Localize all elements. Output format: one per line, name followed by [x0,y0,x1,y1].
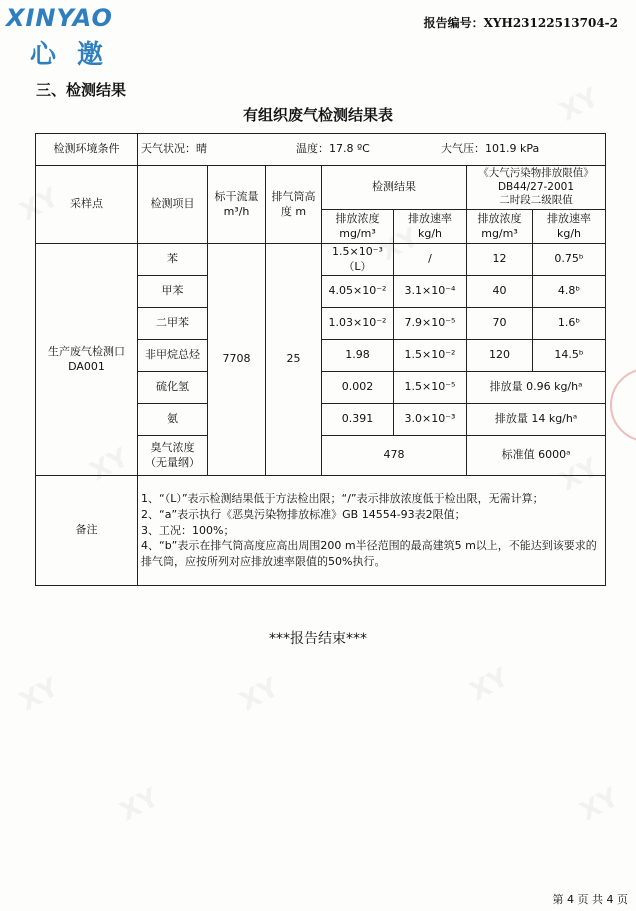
subheader-limit-conc [467,210,533,244]
row-rate: / [394,244,467,276]
subheader-rate-unit: kg/h [417,226,443,240]
temperature-value: 温度：17.8 ºC [296,142,370,156]
subheader-rate-label: 排放速率 [408,212,452,226]
row-rate: 1.5×10⁻² [394,340,467,372]
watermark: XY [555,82,604,128]
row-limit: 排放量 14 kg/hᵃ [467,404,606,436]
note-line: 4、“b”表示在排气筒高度应高出周围200 m半径范围的最高建筑5 m以上，不能达到该要求的排气筒，应按所列对应排放速率限值的50%执行。 [141,539,597,569]
report-number-value: XYH23122513704-2 [483,16,618,30]
row-limit-conc: 70 [467,308,533,340]
row-item: 二甲苯 [138,308,208,340]
row-limit-rate: 1.6ᵇ [533,308,606,340]
header-limit-line2: DB44/27-2001 [497,180,575,193]
row-conc: 1.03×10⁻² [322,308,394,340]
height-value: 25 [266,244,322,476]
subheader-limit-conc-unit: mg/m³ [481,226,518,240]
subheader-limit-rate [533,210,606,244]
watermark: XY [85,442,134,488]
notes-row [36,476,606,586]
row-limit-conc: 40 [467,276,533,308]
subheader-limit-rate-unit: kg/h [556,226,582,240]
table-title: 有组织废气检测结果表 [242,106,393,124]
row-limit: 标准值 6000ᵃ [467,436,606,476]
conditions-row [36,134,606,166]
seal-stamp [610,368,636,442]
flow-value: 7708 [208,244,266,476]
row-rate: 7.9×10⁻⁵ [394,308,467,340]
header-height: 排气筒高度 m [266,166,322,244]
watermark: XY [115,782,164,828]
watermark: XY [465,662,514,708]
row-result: 478 [322,436,467,476]
pressure-value: 大气压：101.9 kPa [441,142,540,156]
watermark: XY [555,452,604,498]
header-flow-label: 标干流量 [214,190,259,204]
section-title: 三、检测结果 [36,81,127,99]
results-table [35,133,606,586]
header-limit-line3: 二时段二级限值 [499,194,573,207]
header-row [36,166,606,210]
row-conc: 0.391 [322,404,394,436]
table-row [36,244,606,276]
row-item: 氨 [138,404,208,436]
header-flow [208,166,266,244]
subheader-conc-unit: mg/m³ [339,226,376,240]
subheader-limit-rate-label: 排放速率 [547,212,591,226]
header-item: 检测项目 [138,166,208,244]
watermark: XY [235,672,284,718]
row-conc: 4.05×10⁻² [322,276,394,308]
sampling-point: 生产废气检测口 DA001 [36,244,138,476]
watermark: XY [575,782,624,828]
row-conc: 1.5×10⁻³（L） [322,244,394,276]
row-conc: 1.98 [322,340,394,372]
report-number-label: 报告编号： [423,16,484,30]
row-rate: 3.1×10⁻⁴ [394,276,467,308]
row-item: 硫化氢 [138,372,208,404]
row-limit-rate: 0.75ᵇ [533,244,606,276]
company-logo-text: XINYAO [6,4,113,32]
page-number: 第 4 页 共 4 页 [552,893,628,906]
row-item: 苯 [138,244,208,276]
row-item: 臭气浓度（无量纲） [138,436,208,476]
subheader-conc-label: 排放浓度 [335,212,380,226]
subheader-limit-conc-label: 排放浓度 [477,212,522,226]
row-limit-conc: 12 [467,244,533,276]
row-rate: 1.5×10⁻⁵ [394,372,467,404]
report-number [424,14,618,31]
conditions-label: 检测环境条件 [36,134,138,166]
subheader-rate [394,210,467,244]
row-limit-conc: 120 [467,340,533,372]
watermark: XY [375,222,424,268]
report-end: ***报告结束*** [269,631,367,647]
header-result: 检测结果 [322,166,467,210]
watermark: XY [15,672,64,718]
header-flow-unit: m³/h [223,204,250,218]
row-limit: 排放量 0.96 kg/hᵃ [467,372,606,404]
note-line: 3、工况：100%； [141,523,235,537]
row-conc: 0.002 [322,372,394,404]
row-limit-rate: 4.8ᵇ [533,276,606,308]
row-item: 非甲烷总烃 [138,340,208,372]
row-item: 甲苯 [138,276,208,308]
company-logo-chinese: 心 邀 [30,40,110,70]
row-rate: 3.0×10⁻³ [394,404,467,436]
notes-label: 备注 [36,476,138,586]
header-limit-line1: 《大气污染物排放限值》 [478,167,594,180]
conditions-values [138,134,606,166]
header-limit [467,166,606,210]
subheader-conc [322,210,394,244]
note-line: 1、“（L）”表示检测结果低于方法检出限；“/”表示排放浓度低于检出限，无需计算； [141,491,544,505]
weather-value: 天气状况：晴 [141,142,207,156]
notes-content [138,476,606,586]
note-line: 2、“a”表示执行《恶臭污染物排放标准》GB 14554-93表2限值； [141,507,466,521]
header-sampling-point: 采样点 [36,166,138,244]
watermark: XY [15,182,64,228]
row-limit-rate: 14.5ᵇ [533,340,606,372]
